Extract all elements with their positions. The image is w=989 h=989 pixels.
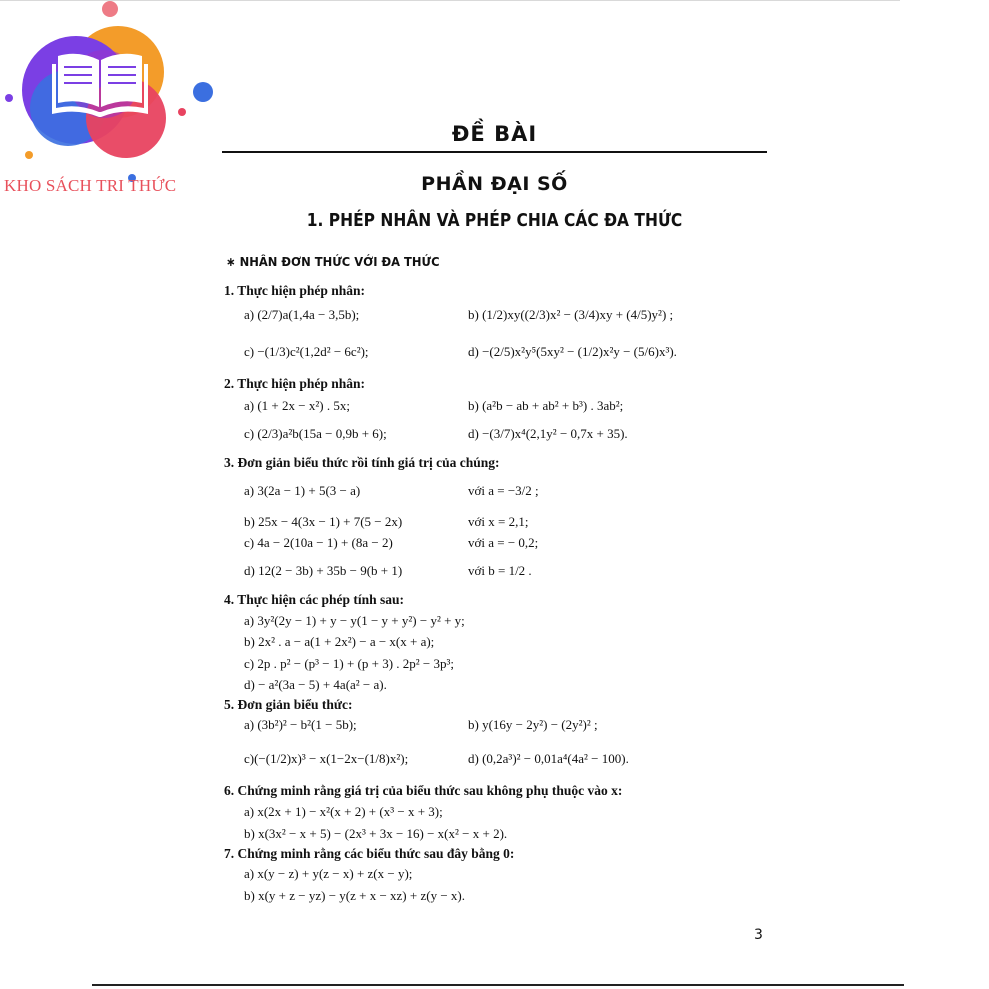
q5-item-a: a) (3b²)² − b²(1 − 5b); <box>244 717 357 732</box>
q5-item-b: b) y(16y − 2y²) − (2y²)² ; <box>468 717 598 732</box>
q3-item-a: a) 3(2a − 1) + 5(3 − a) <box>244 483 361 498</box>
q2-item-b: b) (a²b − ab + ab² + b³) . 3ab²; <box>468 398 624 413</box>
book-logo-icon <box>0 0 220 200</box>
part-heading: PHẦN ĐẠI SỐ <box>421 173 568 195</box>
brand-name: KHO SÁCH TRI THỨC <box>4 176 177 195</box>
question-2-title: 2. Thực hiện phép nhân: <box>224 376 366 391</box>
q1-item-a: a) (2/7)a(1,4a − 3,5b); <box>244 307 360 322</box>
question-1-title: 1. Thực hiện phép nhân: <box>224 283 366 298</box>
q3-item-b-condition: với x = 2,1; <box>468 514 529 529</box>
q2-item-a: a) (1 + 2x − x²) . 5x; <box>244 398 350 413</box>
q4-item-b: b) 2x² . a − a(1 + 2x²) − a − x(x + a); <box>244 634 435 649</box>
q2-item-c: c) (2/3)a²b(15a − 0,9b + 6); <box>244 426 387 441</box>
q4-item-c: c) 2p . p² − (p³ − 1) + (p + 3) . 2p² − 3p³; <box>244 656 455 671</box>
page-number: 3 <box>754 927 763 943</box>
q7-item-b: b) x(y + z − yz) − y(z + x − xz) + z(y − x). <box>244 888 465 903</box>
q6-item-b: b) x(3x² − x + 5) − (2x³ + 3x − 16) − x(x² − x + 2). <box>244 826 508 841</box>
q3-item-d-condition: với b = 1/2 . <box>468 563 532 578</box>
q3-item-b: b) 25x − 4(3x − 1) + 7(5 − 2x) <box>244 514 403 529</box>
q4-item-a: a) 3y²(2y − 1) + y − y(1 − y + y²) − y² + y; <box>244 613 465 628</box>
q1-item-c: c) −(1/3)c²(1,2d² − 6c²); <box>244 344 369 359</box>
title-underline <box>222 151 767 153</box>
q4-item-d: d) − a²(3a − 5) + 4a(a² − a). <box>244 677 387 692</box>
q3-item-c-condition: với a = − 0,2; <box>468 535 539 550</box>
q3-item-a-condition: với a = −3/2 ; <box>468 483 539 498</box>
section-heading: 1. PHÉP NHÂN VÀ PHÉP CHIA CÁC ĐA THỨC <box>306 210 683 231</box>
question-5-title: 5. Đơn giản biểu thức: <box>224 697 353 712</box>
question-7-title: 7. Chứng minh rằng các biểu thức sau đây bằng 0: <box>224 846 515 861</box>
q2-item-d: d) −(3/7)x⁴(2,1y² − 0,7x + 35). <box>468 426 628 441</box>
q7-item-a: a) x(y − z) + y(z − x) + z(x − y); <box>244 866 413 881</box>
question-4-title: 4. Thực hiện các phép tính sau: <box>224 592 405 607</box>
q5-item-c: c)(−(1/2)x)³ − x(1−2x−(1/8)x²); <box>244 751 409 766</box>
question-6-title: 6. Chứng minh rằng giá trị của biểu thức sau không phụ thuộc vào x: <box>224 783 623 798</box>
q6-item-a: a) x(2x + 1) − x²(x + 2) + (x³ − x + 3); <box>244 804 443 819</box>
bottom-rule <box>92 984 904 986</box>
q1-item-b: b) (1/2)xy((2/3)x² − (3/4)xy + (4/5)y²) ; <box>468 307 674 322</box>
page-title: ĐỀ BÀI <box>451 122 538 146</box>
question-3-title: 3. Đơn giản biểu thức rồi tính giá trị của chúng: <box>224 455 500 470</box>
q3-item-c: c) 4a − 2(10a − 1) + (8a − 2) <box>244 535 393 550</box>
q5-item-d: d) (0,2a³)² − 0,01a⁴(4a² − 100). <box>468 751 629 766</box>
subsection-heading: ∗ NHÂN ĐƠN THỨC VỚI ĐA THỨC <box>226 254 440 269</box>
q1-item-d: d) −(2/5)x²y⁵(5xy² − (1/2)x²y − (5/6)x³). <box>468 344 677 359</box>
q3-item-d: d) 12(2 − 3b) + 35b − 9(b + 1) <box>244 563 403 578</box>
